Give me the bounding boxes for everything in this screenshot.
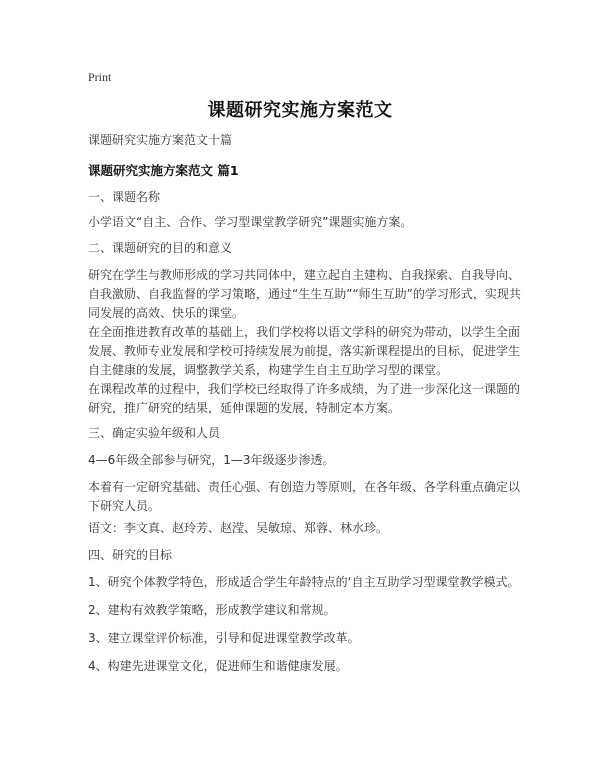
- document-subtitle: 课题研究实施方案范文十篇: [88, 133, 233, 147]
- paragraph-line: 在课程改革的过程中，我们学校已经取得了许多成绩，为了进一步深化这一课题的: [88, 382, 521, 396]
- paragraph-chinese-teachers: 语文：李文真、赵玲芳、赵滢、吴敏琼、郑蓉、林水珍。: [88, 521, 389, 535]
- goal-item: 3、建立课堂评价标准，引导和促进课堂教学改革。: [88, 631, 360, 645]
- paragraph-personnel-principle: [88, 478, 520, 516]
- paragraph-reform-basis: [88, 323, 520, 380]
- paragraph-line: 发展、教师专业发展和学校可持续发展为前提，落实新课程提出的目标，促进学生: [88, 344, 521, 358]
- paragraph-line: 自主健康的发展，调整教学关系，构建学生自主互助学习型的课堂。: [88, 363, 449, 377]
- paragraph-line: 同发展的高效、快乐的课堂。: [88, 306, 245, 320]
- heading-topic-name: 一、课题名称: [88, 190, 161, 204]
- goal-item: 4、构建先进课堂文化，促进师生和谐健康发展。: [88, 659, 348, 673]
- print-link[interactable]: Print: [88, 70, 112, 84]
- paragraph-grades: 4—6年级全部参与研究，1—3年级逐步渗透。: [88, 453, 335, 467]
- heading-research-goals: 四、研究的目标: [88, 548, 173, 562]
- paragraph-line: 在全面推进教育改革的基础上，我们学校将以语文学科的研究为带动，以学生全面: [88, 325, 521, 339]
- paragraph-line: 研究，推广研究的结果，延伸课题的发展，特制定本方案。: [88, 401, 401, 415]
- paragraph-line: 研究在学生与教师形成的学习共同体中，建立起自主建构、自我探索、自我导向、: [88, 268, 521, 282]
- heading-grades-personnel: 三、确定实验年级和人员: [88, 426, 221, 440]
- paragraph-line: 下研究人员。: [88, 499, 161, 513]
- paragraph-reform-process: [88, 380, 520, 418]
- paragraph-line: 自我激励、自我监督的学习策略，通过“生生互助”“师生互助”的学习形式，实现共: [88, 287, 521, 301]
- paragraph-line: 本着有一定研究基础、责任心强、有创造力等原则，在各年级、各学科重点确定以: [88, 480, 521, 494]
- page-title: 课题研究实施方案范文: [207, 100, 393, 121]
- paragraph-purpose: [88, 266, 520, 323]
- paragraph-topic-name: 小学语文“自主、合作、学习型课堂教学研究”课题实施方案。: [88, 215, 413, 229]
- section-heading: 课题研究实施方案范文 篇1: [88, 163, 239, 178]
- goal-item: 1、研究个体教学特色，形成适合学生年龄特点的‘自主互助学习型课堂教学模式。: [88, 575, 520, 589]
- goal-item: 2、建构有效教学策略，形成教学建议和常规。: [88, 603, 336, 617]
- heading-purpose: 二、课题研究的目的和意义: [88, 241, 233, 255]
